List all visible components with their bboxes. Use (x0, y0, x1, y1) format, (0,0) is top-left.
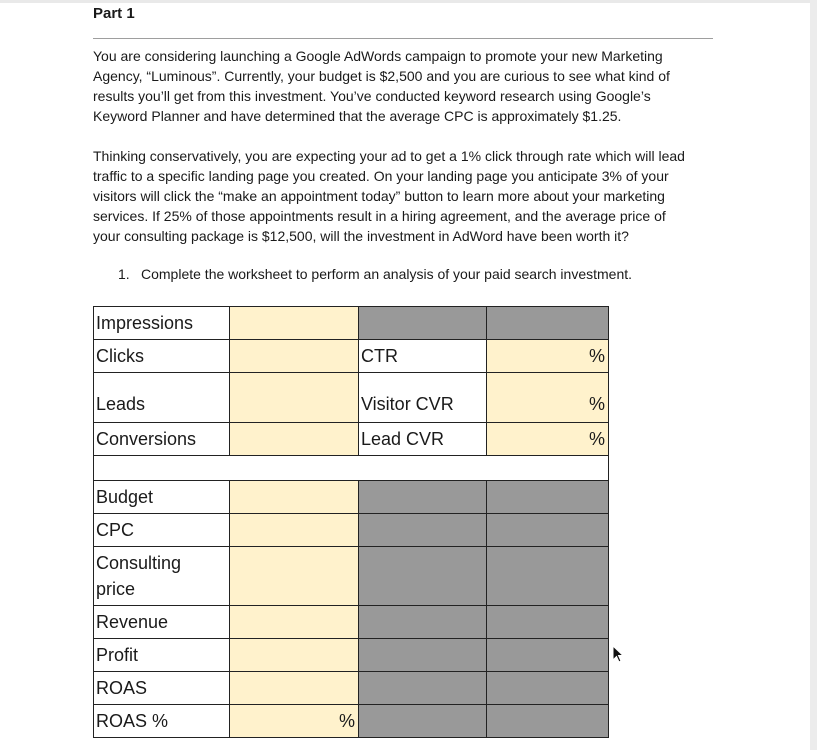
ctr-input[interactable]: % (487, 340, 609, 373)
consulting-price-label: Consulting price (94, 547, 230, 606)
clicks-input[interactable] (230, 340, 359, 373)
spacer-row (94, 456, 609, 481)
top-edge (0, 0, 817, 3)
disabled-cell (359, 672, 487, 705)
disabled-cell (359, 606, 487, 639)
horizontal-rule (93, 38, 713, 39)
table-row (94, 514, 609, 547)
scrollbar-track[interactable] (810, 0, 817, 750)
roas-input[interactable] (230, 672, 359, 705)
question-item (118, 266, 632, 282)
profit-input[interactable] (230, 639, 359, 672)
disabled-cell (487, 547, 609, 606)
table-row (94, 705, 609, 738)
intro-paragraph: You are considering launching a Google AdWords campaign to promote your new Marketing Agency, “Luminous”. Currently, your budget is $2,500 and you are curious to see what kind of results you’ll get from this investment. You’ve conducted keyword research using Google’s Keyword Planner and have determined that the average CPC is approximately $1.25. (93, 48, 670, 124)
disabled-cell (359, 307, 487, 340)
question-text: Complete the worksheet to perform an analysis of your paid search investment. (141, 266, 633, 282)
disabled-cell (487, 672, 609, 705)
disabled-cell (359, 547, 487, 606)
table-row (94, 547, 609, 606)
cpc-input[interactable] (230, 514, 359, 547)
mouse-pointer-icon (612, 645, 624, 663)
revenue-label: Revenue (94, 606, 230, 639)
roas-percent-input[interactable]: % (230, 705, 359, 738)
clicks-label: Clicks (94, 340, 230, 373)
lead-cvr-label: Lead CVR (359, 423, 487, 456)
table-row (94, 307, 609, 340)
disabled-cell (487, 481, 609, 514)
roas-percent-label: ROAS % (94, 705, 230, 738)
disabled-cell (359, 514, 487, 547)
part-title: Part 1 (93, 5, 135, 22)
worksheet-table (93, 306, 609, 738)
disabled-cell (487, 514, 609, 547)
conversions-input[interactable] (230, 423, 359, 456)
roas-label: ROAS (94, 672, 230, 705)
disabled-cell (359, 639, 487, 672)
lead-cvr-input[interactable]: % (487, 423, 609, 456)
revenue-input[interactable] (230, 606, 359, 639)
table-row (94, 373, 609, 423)
disabled-cell (487, 307, 609, 340)
table-row (94, 340, 609, 373)
table-row (94, 606, 609, 639)
question-number: 1. (118, 266, 130, 282)
leads-label: Leads (94, 373, 230, 423)
visitor-cvr-label: Visitor CVR (359, 373, 487, 423)
disabled-cell (487, 606, 609, 639)
table-row (94, 481, 609, 514)
profit-label: Profit (94, 639, 230, 672)
ctr-label: CTR (359, 340, 487, 373)
disabled-cell (359, 705, 487, 738)
disabled-cell (487, 705, 609, 738)
table-row (94, 423, 609, 456)
impressions-input[interactable] (230, 307, 359, 340)
budget-input[interactable] (230, 481, 359, 514)
cpc-label: CPC (94, 514, 230, 547)
visitor-cvr-input[interactable]: % (487, 373, 609, 423)
disabled-cell (487, 639, 609, 672)
table-row (94, 672, 609, 705)
table-row (94, 456, 609, 481)
impressions-label: Impressions (94, 307, 230, 340)
conversions-label: Conversions (94, 423, 230, 456)
disabled-cell (359, 481, 487, 514)
scenario-paragraph: Thinking conservatively, you are expecting your ad to get a 1% click through rate which will lead traffic to a specific landing page you created. On your landing page you anticipate 3% of your visitors will click the “make an appointment today” button to learn more about your marketing services. If 25% of those appointments result in a hiring agreement, and the average price of your consulting package is $12,500, will the investment in AdWord have been worth it? (93, 148, 685, 244)
consulting-price-input[interactable] (230, 547, 359, 606)
table-row (94, 639, 609, 672)
leads-input[interactable] (230, 373, 359, 423)
budget-label: Budget (94, 481, 230, 514)
